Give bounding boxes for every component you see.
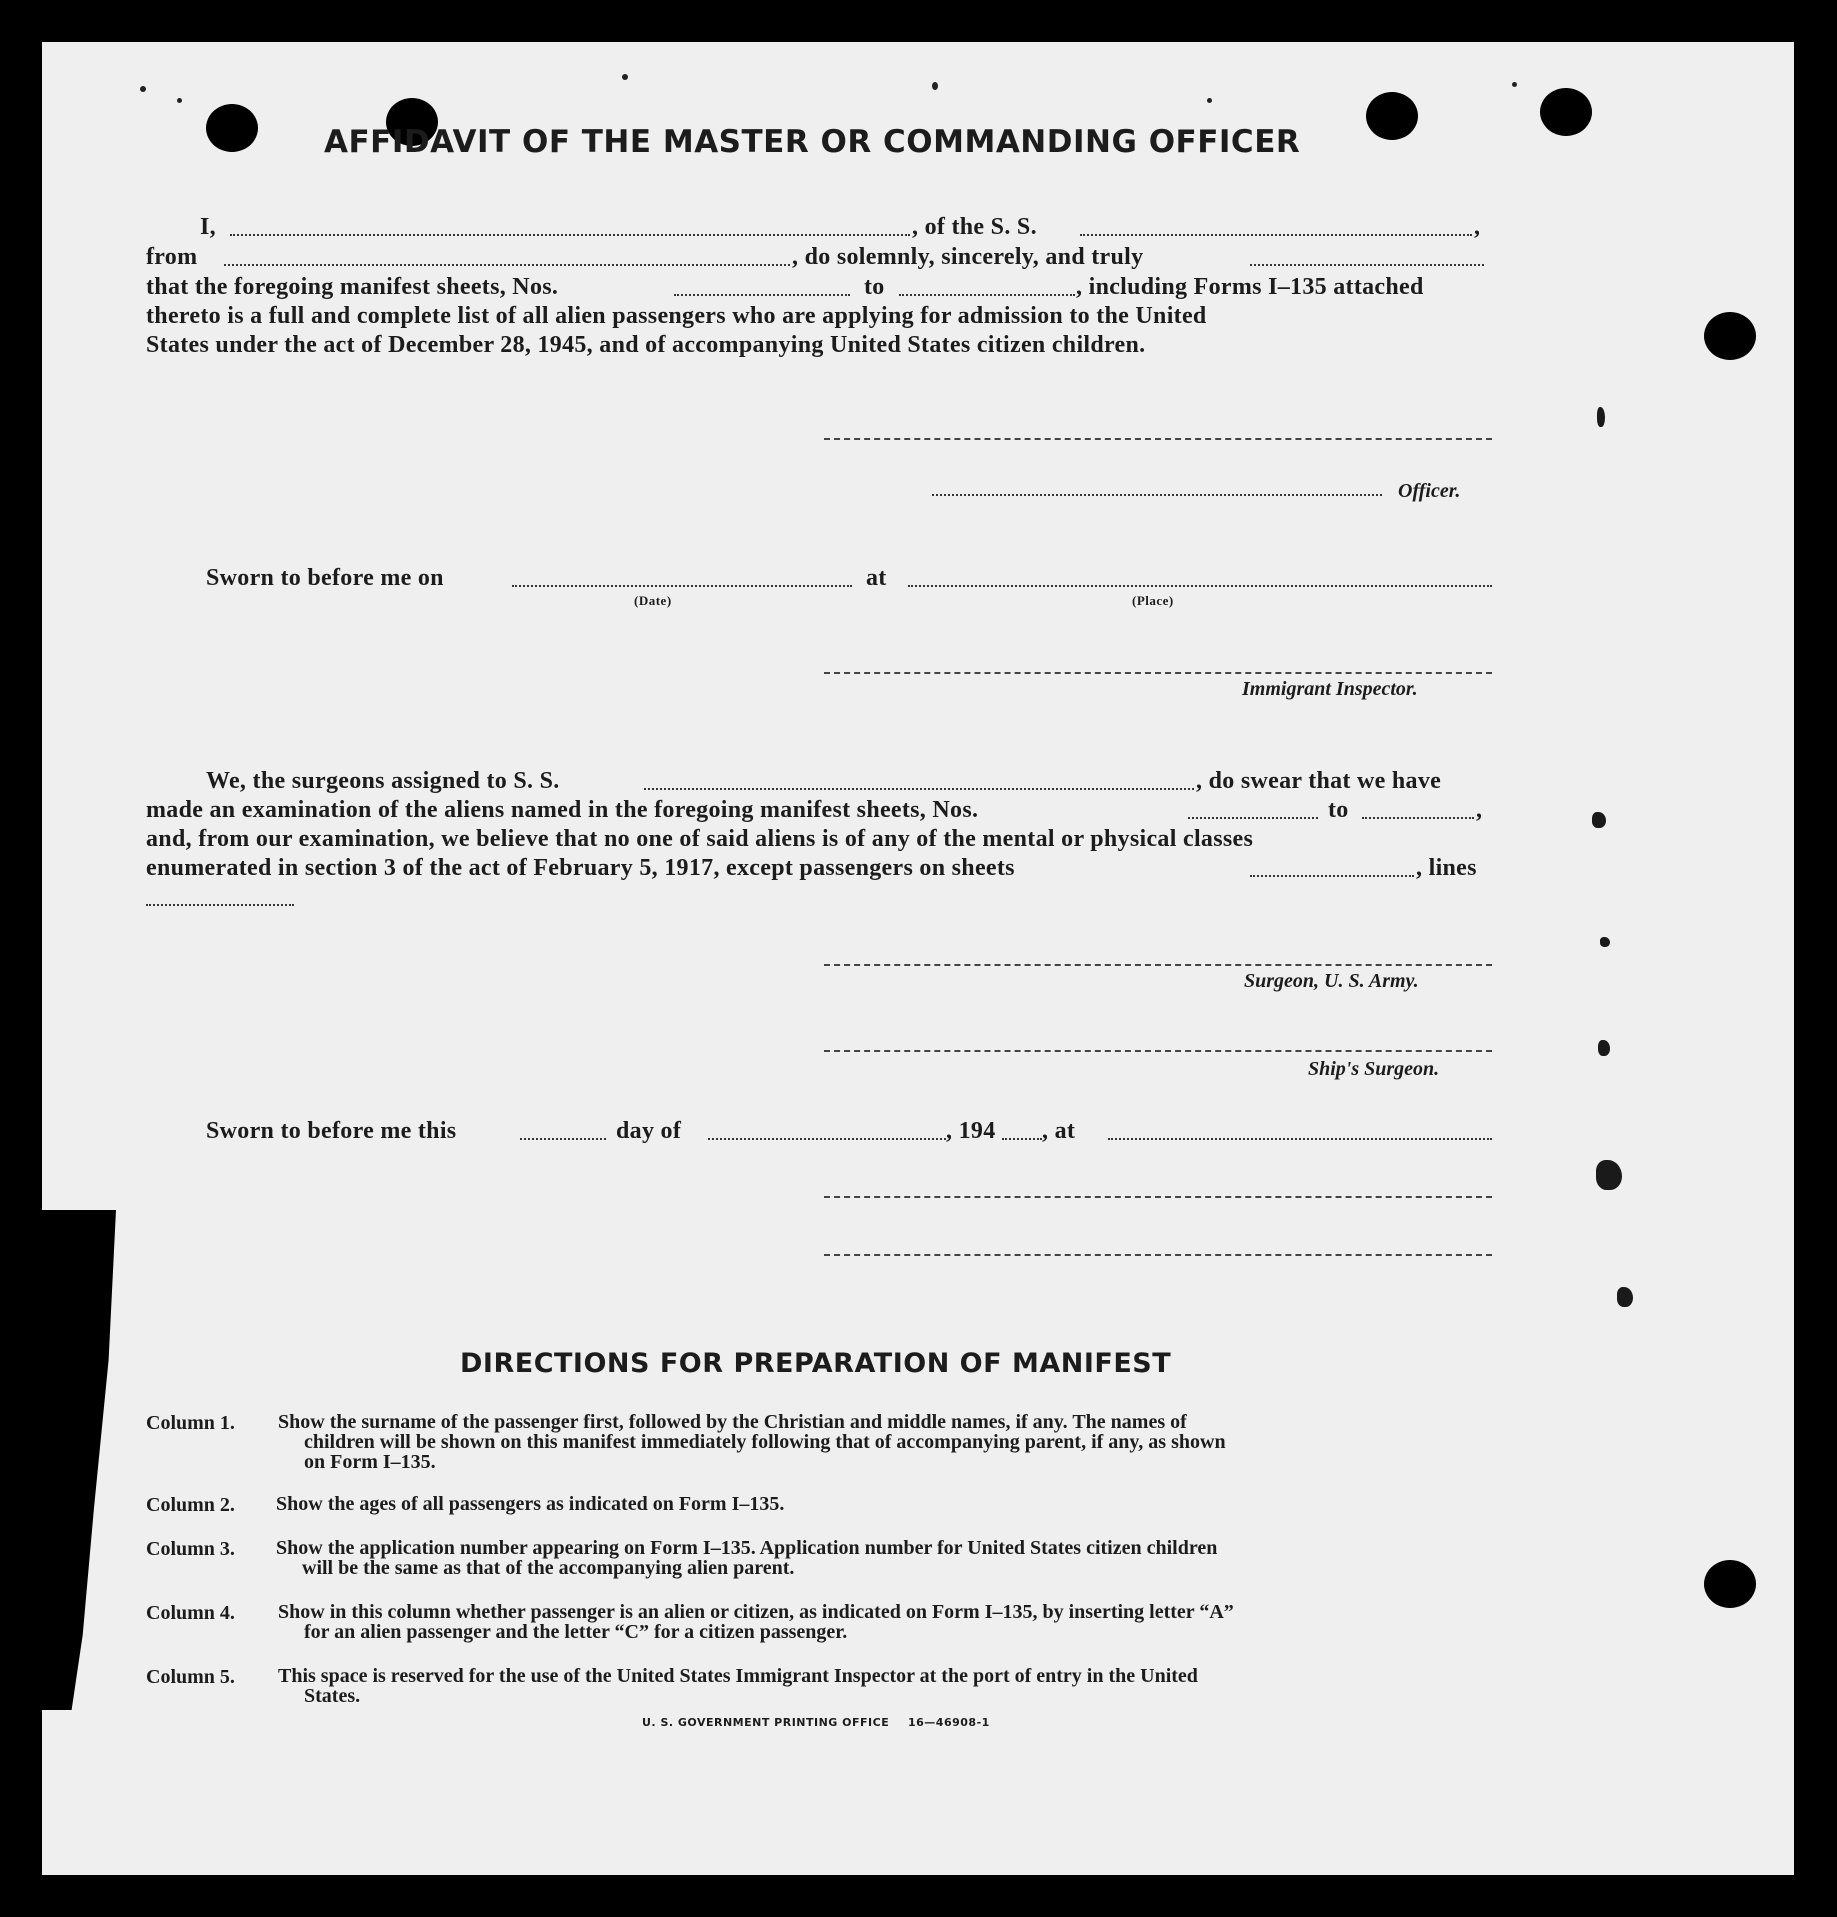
speck: [1512, 82, 1517, 87]
direction-line: children will be shown on this manifest immediately following that of accompanying parent, if any, as shown: [304, 1431, 1226, 1453]
sworn-text-1: Sworn to before me on: [206, 565, 444, 591]
speck: [932, 82, 938, 90]
direction-line: will be the same as that of the accompanying alien parent.: [302, 1557, 795, 1579]
direction-line: Show in this column whether passenger is an alien or citizen, as indicated on Form I–135, by inserting letter “A”: [278, 1601, 1234, 1623]
surgeons-line-4a: enumerated in section 3 of the act of February 5, 1917, except passengers on sheets: [146, 855, 1015, 881]
blank-surgeon-sheet-to: [1362, 817, 1474, 819]
direction-label: Column 4.: [146, 1602, 235, 1624]
punch-hole: [1704, 312, 1756, 360]
direction-line: on Form I–135.: [304, 1451, 436, 1473]
text-from: from: [146, 244, 198, 270]
affidavit-line-5: States under the act of December 28, 1945, and of accompanying United States citizen children.: [146, 332, 1146, 358]
direction-line: Show the application number appearing on Form I–135. Application number for United States citizen children: [276, 1537, 1218, 1559]
officer-signature-line-1: [824, 438, 1492, 440]
direction-label: Column 5.: [146, 1666, 235, 1688]
ink-blot: [1598, 1040, 1610, 1056]
ship-surgeon-signature-line: [824, 1050, 1492, 1052]
direction-text: [278, 1602, 1511, 1642]
place-caption: (Place): [1132, 593, 1174, 608]
inspector-signature-line: [824, 672, 1492, 674]
directions-title: DIRECTIONS FOR PREPARATION OF MANIFEST: [460, 1348, 1172, 1379]
surgeons-line-1b: , do swear that we have: [1196, 768, 1442, 794]
direction-line: States.: [304, 1685, 361, 1707]
army-surgeon-signature-line: [824, 964, 1492, 966]
blank-surgeon-sheet-from: [1188, 817, 1318, 819]
text-i: I,: [200, 214, 216, 240]
sworn-at-1: at: [866, 565, 887, 591]
direction-line: Show the ages of all passengers as indicated on Form I–135.: [276, 1493, 785, 1515]
text-solemnly: , do solemnly, sincerely, and truly: [792, 244, 1144, 270]
ink-blot: [1600, 937, 1610, 947]
surgeons-line-2-to: to: [1328, 797, 1349, 823]
witness-signature-line-1: [824, 1196, 1492, 1198]
officer-signature-line-2: [932, 494, 1382, 496]
surgeons-line-2-comma: ,: [1476, 797, 1483, 823]
blank-year: [1002, 1138, 1042, 1140]
blank-date: [512, 585, 852, 587]
affidavit-title: AFFIDAVIT OF THE MASTER OR COMMANDING OFFICER: [324, 124, 1301, 160]
ship-surgeon-label: Ship's Surgeon.: [1308, 1058, 1440, 1080]
blank-except-sheets: [1250, 875, 1414, 877]
sworn-day-of: day of: [616, 1118, 682, 1144]
date-caption: (Date): [634, 593, 672, 608]
text-including: , including Forms I–135 attached: [1076, 274, 1424, 300]
blank-officer-name: [230, 234, 910, 236]
sworn-year: , 194: [946, 1118, 996, 1144]
direction-line: for an alien passenger and the letter “C” for a citizen passenger.: [304, 1621, 848, 1643]
direction-label: Column 3.: [146, 1538, 235, 1560]
blank-sheet-to: [899, 294, 1075, 296]
ink-blot: [1617, 1287, 1633, 1307]
direction-text: [278, 1412, 1511, 1472]
sworn-at-2: , at: [1042, 1118, 1076, 1144]
sworn-text-2: Sworn to before me this: [206, 1118, 457, 1144]
blank-day: [520, 1138, 606, 1140]
punch-hole: [206, 104, 258, 152]
blank-sworn-place: [1108, 1138, 1492, 1140]
ink-blot: [1597, 407, 1605, 427]
blank-place: [908, 585, 1492, 587]
blank-surgeon-ship: [644, 788, 1194, 790]
speck: [140, 86, 146, 92]
witness-signature-line-2: [824, 1254, 1492, 1256]
blank-sheet-from: [674, 294, 850, 296]
blank-port: [224, 264, 790, 266]
inspector-label: Immigrant Inspector.: [1242, 678, 1418, 700]
punch-hole: [1704, 1560, 1756, 1608]
direction-text: [278, 1666, 1511, 1706]
direction-line: This space is reserved for the use of the United States Immigrant Inspector at the port of entry in the United: [278, 1665, 1198, 1687]
printer-imprint: U. S. GOVERNMENT PRINTING OFFICE: [642, 1716, 890, 1729]
speck: [622, 74, 628, 80]
text-of-ss: , of the S. S.: [912, 214, 1037, 240]
affidavit-line-4: thereto is a full and complete list of all alien passengers who are applying for admission to the United: [146, 303, 1207, 329]
form-code: 16—46908-1: [908, 1716, 990, 1729]
speck: [177, 98, 182, 103]
surgeons-line-3: and, from our examination, we believe that no one of said aliens is of any of the mental or physical classes: [146, 826, 1254, 852]
direction-text: [276, 1538, 1509, 1578]
text-to: to: [864, 274, 885, 300]
surgeons-line-2a: made an examination of the aliens named in the foregoing manifest sheets, Nos.: [146, 797, 979, 823]
blank-ship-name: [1080, 234, 1472, 236]
punch-hole: [1540, 88, 1592, 136]
blank-swear: [1250, 264, 1484, 266]
speck: [1207, 98, 1212, 103]
blank-month: [708, 1138, 946, 1140]
direction-label: Column 2.: [146, 1494, 235, 1516]
officer-label: Officer.: [1398, 480, 1461, 502]
blank-except-lines: [146, 904, 294, 906]
direction-line: Show the surname of the passenger first, followed by the Christian and middle names, if any. The names of: [278, 1411, 1187, 1433]
punch-hole: [1366, 92, 1418, 140]
direction-text: [276, 1494, 1509, 1514]
ink-blot: [1592, 812, 1606, 828]
torn-edge: [42, 1210, 116, 1710]
army-surgeon-label: Surgeon, U. S. Army.: [1244, 970, 1419, 992]
text-comma: ,: [1474, 214, 1481, 240]
text-manifest-nos: that the foregoing manifest sheets, Nos.: [146, 274, 559, 300]
direction-label: Column 1.: [146, 1412, 235, 1434]
surgeons-line-4b: , lines: [1416, 855, 1477, 881]
surgeons-line-1a: We, the surgeons assigned to S. S.: [206, 768, 560, 794]
document-page: [42, 42, 1794, 1875]
ink-blot: [1596, 1160, 1622, 1190]
